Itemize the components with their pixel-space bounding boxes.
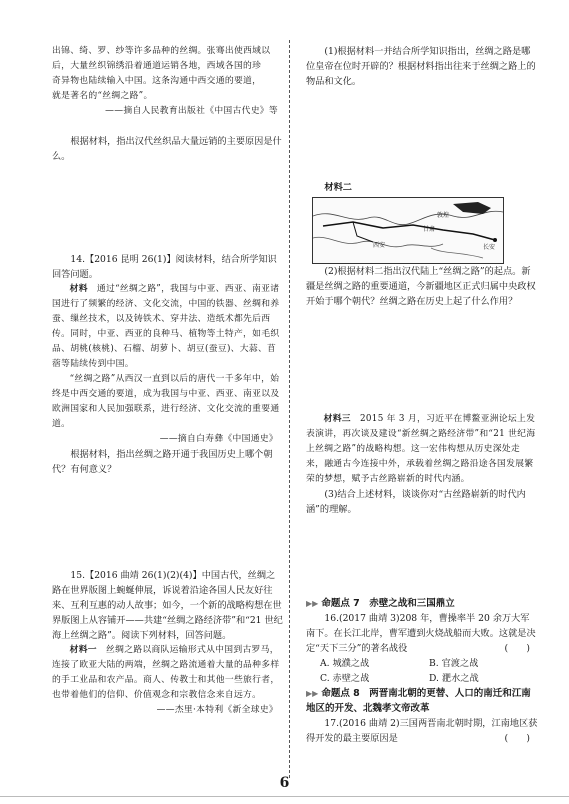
section-arrow-icon: ▶▶ <box>306 599 319 608</box>
map-label: 西安 <box>373 242 386 249</box>
q16-option-c: C. 赤壁之战 <box>320 673 370 684</box>
q14-question: 根据材料，指出丝绸之路开通于我国历史上哪个朝代？有何意义？ <box>52 449 273 475</box>
intro-source: ——摘自人民教育出版社《中国古代史》等 <box>105 106 278 116</box>
q16-option-b: B. 官渡之战 <box>429 658 479 669</box>
material3-label: 材料三 <box>323 414 351 424</box>
q3-question: (3)结合上述材料，谈谈你对“古丝路崭新的时代内涵”的理解。 <box>306 489 526 515</box>
section-arrow-icon: ▶▶ <box>306 689 319 698</box>
q16-answer-blank: ( ) <box>504 643 530 654</box>
material3-text: 2015 年 3 月，习近平在博鳌亚洲论坛上发表演讲，再次谈及建设“新丝绸之路经济带”和“21 世纪海上丝绸之路”的战略构想。这一宏伟构想从历史深处走来，融通古今连接中外，承载着丝绸之路沿途各国发展繁荣的梦想，赋予古丝路崭新的时代内涵。 <box>306 414 536 484</box>
q15-material-label: 材料一 <box>69 645 97 655</box>
intro-line: 奇异物也陆续输入中国。这条沟通中西交通的要道， <box>52 76 262 86</box>
q14-header: 14.【2016 昆明 26(1)】阅读材料，结合所学知识回答问题。 <box>52 254 277 280</box>
q1-question: (1)根据材料一并结合所学知识指出，丝绸之路是哪位皇帝在位时开辟的？根据材料指出往来于丝绸之路上的物品和文化。 <box>306 46 536 87</box>
q14-material-text2: “丝绸之路”从西汉一直到以后的唐代一千多年中，始终是中西交通的要道，成为我国与中亚、西亚、南亚以及欧洲国家和人民加强联系，进行经济、文化交流的重要通道。 <box>52 374 280 429</box>
q15-material-text: 丝绸之路以商队运输形式从中国到古罗马，连接了欧亚大陆的两端，丝绸之路流通着大量的品种多样的手工业品和农产品。商人、传教士和其他一些旅行者，也带着他们的信仰、价值观念和宗教信念来自远方。 <box>52 645 280 700</box>
map-label: 敦煌 <box>437 212 450 219</box>
q15-header: 15.【2016 曲靖 26(1)(2)(4)】中国古代，丝绸之路在世界版图上蜿蜒伸展，诉说着沿途各国人民友好往来、互利互惠的动人故事；如今，一个新的战略构想在世界版图上从容铺开——共建“丝绸之路经济带”和“21 世纪海上丝绸之路”。阅读下列材料，回答问题。 <box>52 570 283 641</box>
q2-question: (2)根据材料二指出汉代陆上“丝绸之路”的起点。新疆是丝绸之路的重要通道，今新疆地区正式归属中央政权开始于哪个朝代？丝绸之路在历史上起了什么作用？ <box>306 266 536 307</box>
section-7-heading: ▶▶ 命题点 7 赤壁之战和三国鼎立 <box>306 598 455 609</box>
map-label: 甘肃 <box>423 226 436 233</box>
intro-line: 后，大量丝织锦绣沿着通道运销各地，西域各国的珍 <box>52 61 262 71</box>
q17-answer-blank: ( ) <box>504 733 530 744</box>
q15-source: ——杰里·本特利《新全球史》 <box>156 705 278 715</box>
footer-rule <box>0 796 569 797</box>
q14-material-text1: 通过“丝绸之路”，我国与中亚、西亚、南亚诸国进行了频繁的经济、文化交流，中国的铁器、丝绸和养蚕、缫丝技术，以及铸铁术、穿井法、造纸术都先后西传。同时，中亚、西亚的良种马、植物等土特产，如毛织品、胡桃(核桃)、石榴、胡萝卜、胡豆(蚕豆)、大蒜、苜蓿等陆续传到中国。 <box>52 284 280 369</box>
q16-option-a: A. 城濮之战 <box>320 658 370 669</box>
q14-source: ——摘自白寿彝《中国通史》 <box>159 434 278 444</box>
q16-stem: 16.(2017 曲靖 3)208 年，曹操率半 20 余万大军南下。在长江北岸，曹军遭到火烧战船而大败。这就是决定“天下三分”的著名战役 ( ) <box>306 611 538 656</box>
section-8-heading: ▶▶ 命题点 8 两晋南北朝的更替、人口的南迁和江南地区的开发、北魏孝文帝改革 <box>306 688 531 714</box>
intro-question: 根据材料，指出汉代丝织品大量远销的主要原因是什么。 <box>52 136 282 162</box>
intro-line: 就是著名的“丝绸之路”。 <box>52 91 153 101</box>
silk-road-map <box>312 197 504 264</box>
q17-stem: 17.(2016 曲靖 2)三国两晋南北朝时期，江南地区获得开发的最主要原因是 ( ) <box>306 718 538 744</box>
map-graphic <box>313 198 503 263</box>
intro-line: 出锦、绮、罗、纱等许多品种的丝绸。张骞出使西域以 <box>52 46 271 56</box>
q16-option-d: D. 淝水之战 <box>429 673 479 684</box>
map-label: 长安 <box>483 244 496 251</box>
page-number: 6 <box>279 775 290 791</box>
material2-label: 材料二 <box>324 182 352 193</box>
q14-material-label: 材料 <box>69 284 88 294</box>
q16-options <box>306 656 538 686</box>
column-divider <box>289 40 290 778</box>
